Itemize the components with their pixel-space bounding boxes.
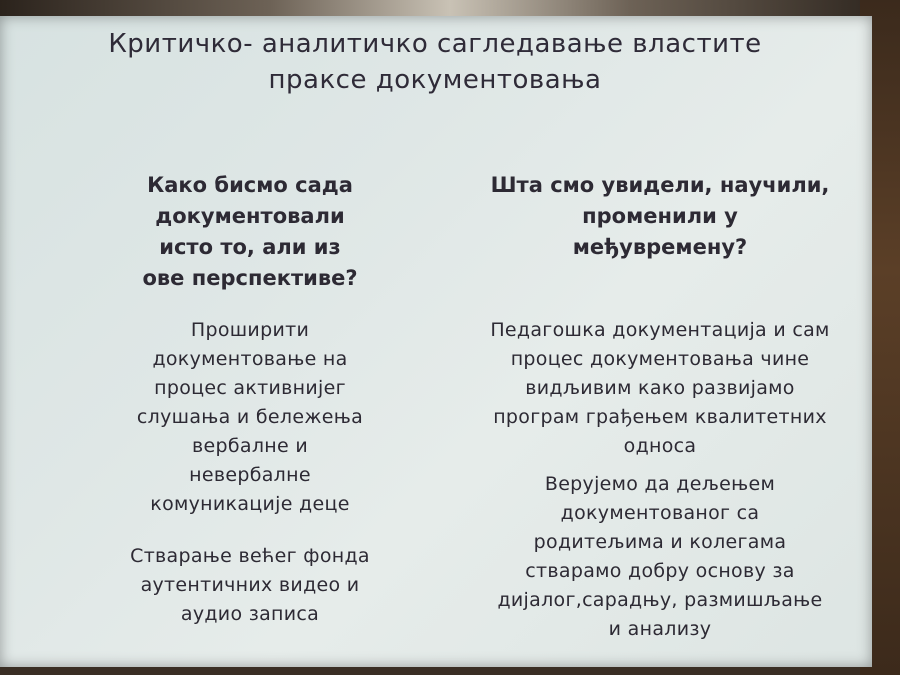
right-answer-1-line: процес документовања чине [510, 348, 810, 370]
right-answer-2-line: документованог са [560, 502, 760, 524]
left-answer-1-line: невербалне [189, 464, 311, 486]
left-answer-1 [100, 316, 400, 519]
right-question-line: међувремену? [572, 235, 748, 259]
right-answer-1-line: програм грађењем квалитетних [493, 406, 827, 428]
right-question-line: Шта смо увидели, научили, [490, 173, 830, 197]
right-answer-1-line: односа [623, 435, 697, 457]
left-answer-1-line: Проширити [190, 319, 310, 341]
right-answer-2-line: стварамо добру основу за [525, 560, 795, 582]
left-question-line: Како бисмо сада [147, 173, 353, 197]
left-question [100, 170, 400, 294]
slide-title [90, 26, 780, 98]
left-question-line: документовали [155, 204, 345, 228]
right-answer-1-line: Педагошка документација и сам [490, 319, 830, 341]
right-answer-2-line: родитељима и колегама [533, 531, 787, 553]
slide-title-line: Критичко- аналитичко сагледавање властите [108, 29, 762, 59]
left-question-line: ове перспективе? [142, 266, 358, 290]
presentation-slide [0, 16, 872, 667]
slide-title-line: праксе документовања [268, 65, 602, 95]
right-answer-2-line: Верујемо да дељењем [544, 473, 776, 495]
right-question [455, 170, 865, 263]
left-answer-1-line: процес активнијег [154, 377, 346, 399]
left-answer-2 [100, 542, 400, 629]
right-answer-1 [455, 316, 865, 461]
left-answer-1-line: слушања и бележења [136, 406, 364, 428]
right-answer-2-line: и анализу [608, 618, 712, 640]
left-answer-2-line: Стварање већег фонда [130, 545, 370, 567]
right-question-line: променили у [582, 204, 738, 228]
left-question-line: исто то, али из [159, 235, 341, 259]
right-answer-2-line: дијалог,сарадњу, размишљање [497, 589, 823, 611]
right-answer-2 [455, 470, 865, 644]
right-answer-1-line: видљивим како развијамо [525, 377, 795, 399]
left-answer-2-line: аудио записа [180, 603, 320, 625]
left-answer-1-line: вербалне и [192, 435, 308, 457]
left-answer-1-line: комуникације деце [150, 493, 350, 515]
left-answer-2-line: аутентичних видео и [140, 574, 360, 596]
left-answer-1-line: документовање на [152, 348, 348, 370]
